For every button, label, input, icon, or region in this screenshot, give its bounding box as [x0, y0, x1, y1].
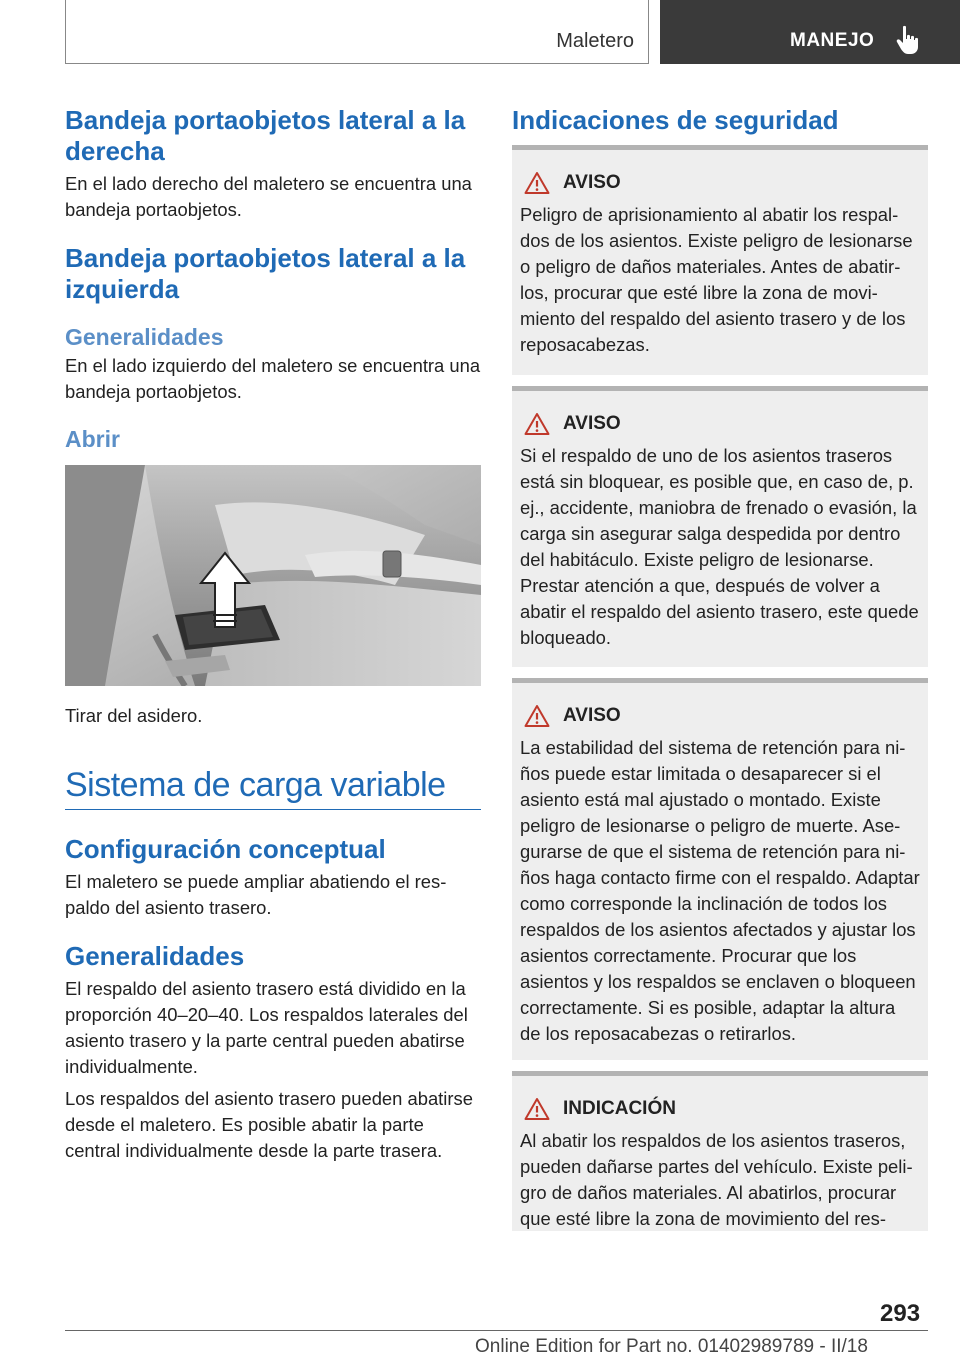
- warning-title: [520, 701, 920, 731]
- warning-label: AVISO: [563, 413, 621, 434]
- heading-general: Generalidades: [65, 324, 224, 350]
- warning-box-3: [512, 678, 928, 1060]
- warning-title: [520, 1094, 920, 1124]
- right-column: [512, 105, 928, 136]
- header-frame: [65, 0, 649, 64]
- warning-triangle-icon: [524, 412, 550, 436]
- warning-triangle-icon: [524, 171, 550, 195]
- heading-variable-load: Sistema de carga variable: [65, 766, 446, 804]
- heading-safety: Indicaciones de seguridad: [512, 105, 839, 135]
- left-column: [65, 105, 481, 1164]
- paragraph-general: En el lado izquierdo del maletero se encuentra una bandeja portaobjetos.: [65, 355, 481, 402]
- paragraph-right-tray: En el lado derecho del maletero se encuentra una bandeja portaobjetos.: [65, 173, 472, 220]
- heading-open: Abrir: [65, 426, 120, 452]
- heading-concept: Configuración conceptual: [65, 834, 386, 864]
- heading-general-2: Generalidades: [65, 941, 245, 971]
- warning-box-1: [512, 145, 928, 375]
- heading-left-tray: Bandeja portaobjetos lateral a la izquierda: [65, 243, 466, 304]
- edition-text: Online Edition for Part no. 01402989789 - II/18: [475, 1336, 868, 1357]
- warning-label: AVISO: [563, 705, 621, 726]
- warning-title: [520, 409, 920, 439]
- paragraph-general-2a: El respaldo del asiento trasero está dividido en la proporción 40–20–40. Los respaldos laterales del asiento trasero y la parte central pueden abatirse individualmente.: [65, 978, 468, 1077]
- warning-label: AVISO: [563, 172, 621, 193]
- section-title: Maletero: [556, 30, 634, 52]
- heading-rule: [65, 809, 481, 810]
- warning-text: La estabilidad del sistema de retención para niños puede estar limitada o desaparecer si el asiento está mal ajustado o montado. Existe peligro de lesionarse o peligro de muerte. Asegurarse de que el sistema de retención para niños haga contacto firme con el respaldo. Adaptar como corresponde la inclinación de todos los respaldos de los asientos afectados y ajustar los asientos correctamente. Procurar que los asientos y los respaldos se enclaven o bloqueen correctamente. Si es posible, adaptar la altura de los reposacabezas o retirarlos.: [520, 737, 920, 1044]
- warning-box-2: [512, 386, 928, 667]
- paragraph-concept: El maletero se puede ampliar abatiendo el respaldo del asiento trasero.: [65, 871, 447, 918]
- indication-box: [512, 1071, 928, 1231]
- chapter-tab[interactable]: [660, 0, 960, 64]
- trunk-tray-illustration: [65, 465, 481, 686]
- warning-triangle-icon: [524, 1097, 550, 1121]
- warning-triangle-icon: [524, 704, 550, 728]
- footer-rule: [65, 1330, 928, 1331]
- page-number: 293: [880, 1300, 921, 1327]
- warning-text: Al abatir los respaldos de los asientos traseros, pueden dañarse partes del vehículo. Existe peligro de daños materiales. Al abatirlos, procurar que esté libre la zona de movimiento del res-: [520, 1130, 913, 1229]
- warning-title: [520, 168, 920, 198]
- hand-pointer-icon: [896, 25, 922, 55]
- warning-text: Peligro de aprisionamiento al abatir los respaldos de los asientos. Existe peligro de lesionarse o peligro de daños materiales. Antes de abatirlos, procurar que esté libre la zona de movimiento del respaldo del asiento trasero y de los reposacabezas.: [520, 204, 913, 355]
- chapter-label: MANEJO: [790, 30, 875, 51]
- warning-label: INDICACIÓN: [563, 1098, 676, 1119]
- heading-right-tray: Bandeja portaobjetos lateral a la derecha: [65, 105, 466, 166]
- paragraph-general-2b: Los respaldos del asiento trasero pueden abatirse desde el maletero. Es posible abatir la parte central individualmente desde la parte trasera.: [65, 1088, 473, 1161]
- warning-text: Si el respaldo de uno de los asientos traseros está sin bloquear, es posible que, en caso de, p. ej., accidente, maniobra de frenado o evasión, la carga sin asegurar salga despedida por dentro del habitáculo. Existe peligro de lesionarse. Prestar atención a que, después de volver a abatir el respaldo del asiento trasero, este quede bloqueado.: [520, 445, 919, 648]
- figure-caption: Tirar del asidero.: [65, 705, 203, 726]
